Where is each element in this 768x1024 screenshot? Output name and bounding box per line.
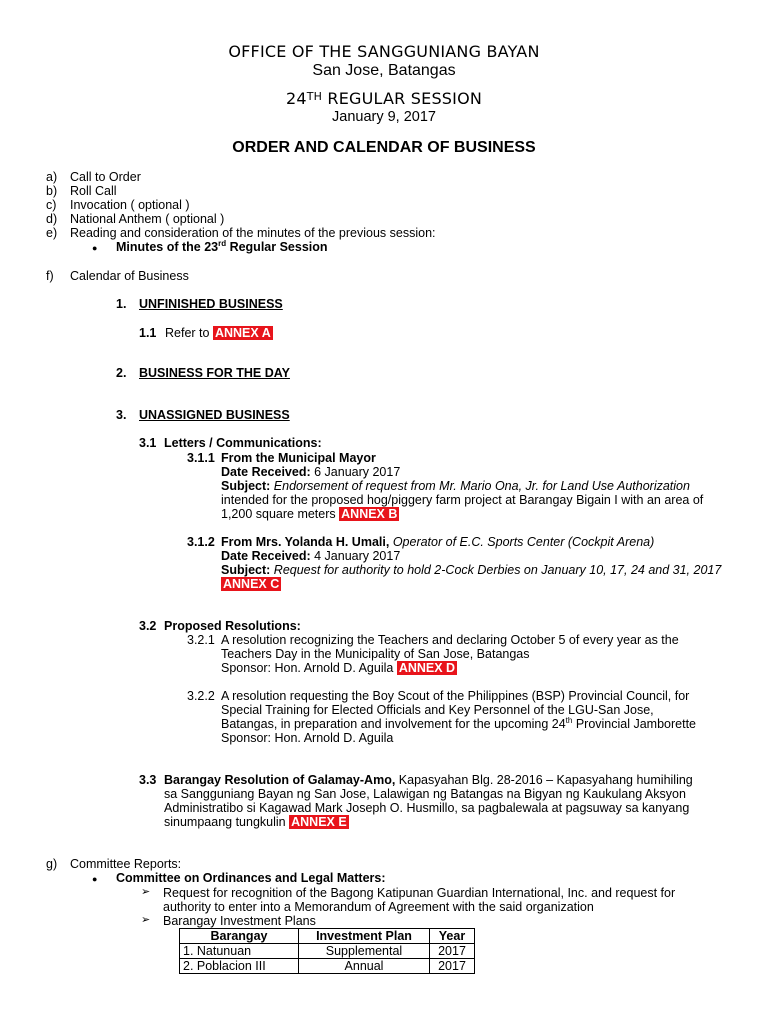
session-date: January 9, 2017: [332, 109, 436, 125]
letter-from: From the Municipal Mayor: [221, 451, 376, 465]
table-cell: 1. Natunuan: [180, 944, 299, 959]
section-heading: BUSINESS FOR THE DAY: [139, 366, 290, 380]
table-cell: Annual: [299, 959, 430, 974]
subsection-number: 1.1: [139, 326, 157, 340]
document-title: ORDER AND CALENDAR OF BUSINESS: [232, 139, 536, 156]
resolution-sponsor: Sponsor: Hon. Arnold D. Aguila: [221, 731, 394, 745]
table-cell: 2. Poblacion III: [180, 959, 299, 974]
list-item: National Anthem ( optional ): [70, 212, 225, 226]
annex-a-badge: ANNEX A: [214, 326, 271, 340]
resolution-text: Batangas, in preparation and involvement for the upcoming 24th Provincial Jamborette: [221, 715, 697, 731]
subsection-heading: Proposed Resolutions:: [164, 619, 301, 633]
bullet-icon: ●: [92, 243, 98, 253]
resolution-text: Special Training for Elected Officials and Key Personnel of the LGU-San Jose,: [221, 703, 654, 717]
bullet-icon: ●: [92, 874, 98, 884]
section-heading: UNFINISHED BUSINESS: [139, 297, 283, 311]
subsection-number: 3.2: [139, 619, 157, 633]
list-marker: c): [46, 198, 57, 212]
list-item: Invocation ( optional ): [70, 198, 190, 212]
list-item: Calendar of Business: [70, 269, 189, 283]
list-item: Call to Order: [70, 170, 141, 184]
date-received: Date Received: 4 January 2017: [221, 549, 401, 563]
section-number: 3.: [116, 408, 127, 422]
barangay-resolution-cont: sinumpaang tungkulin ANNEX E: [164, 815, 347, 829]
letter-subject: Subject: Request for authority to hold 2-Cock Derbies on January 10, 17, 24 and 31, 2017: [221, 563, 722, 577]
subsection-number: 3.3: [139, 773, 157, 787]
office-title: OFFICE OF THE SANGGUNIANG BAYAN: [228, 42, 540, 61]
section-heading: UNASSIGNED BUSINESS: [139, 408, 290, 422]
item-number: 3.1.2: [187, 535, 215, 549]
minutes-item: Minutes of the 23rd Regular Session: [116, 238, 328, 254]
resolution-text: Teachers Day in the Municipality of San Jose, Batangas: [221, 647, 530, 661]
table-cell: 2017: [430, 944, 475, 959]
letter-from: From Mrs. Yolanda H. Umali, Operator of E.C. Sports Center (Cockpit Arena): [221, 535, 655, 549]
table-header: Year: [430, 929, 475, 944]
resolution-text: A resolution requesting the Boy Scout of the Philippines (BSP) Provincial Council, for: [221, 689, 690, 703]
committee-item: Request for recognition of the Bagong Katipunan Guardian International, Inc. and request for: [163, 886, 676, 900]
table-header: Barangay: [180, 929, 299, 944]
item-number: 3.2.2: [187, 689, 215, 703]
list-marker: g): [46, 857, 58, 871]
letter-subject: Subject: Endorsement of request from Mr. Mario Ona, Jr. for Land Use Authorization: [221, 479, 690, 493]
table-cell: 2017: [430, 959, 475, 974]
resolution-text: A resolution recognizing the Teachers and declaring October 5 of every year as the: [221, 633, 679, 647]
section-number: 1.: [116, 297, 127, 311]
section-number: 2.: [116, 366, 127, 380]
arrow-bullet-icon: ➢: [141, 914, 151, 926]
committee-item: Barangay Investment Plans: [163, 914, 316, 928]
letter-subject-cont: intended for the proposed hog/piggery farm project at Barangay Bigain I with an area of: [221, 493, 704, 507]
list-marker: f): [46, 269, 54, 283]
annex-d-badge: ANNEX D: [398, 661, 456, 675]
annex-c-badge: ANNEX C: [223, 577, 280, 591]
arrow-bullet-icon: ➢: [141, 886, 151, 898]
session-title: 24TH REGULAR SESSION: [285, 89, 483, 108]
list-item: Roll Call: [70, 184, 117, 198]
list-marker: b): [46, 184, 58, 198]
table-cell: Supplemental: [299, 944, 430, 959]
annex-c-line: [221, 577, 281, 591]
table-row: [180, 944, 475, 959]
list-marker: a): [46, 170, 58, 184]
list-marker: e): [46, 226, 58, 240]
item-number: 3.1.1: [187, 451, 215, 465]
table-header: Investment Plan: [299, 929, 430, 944]
office-location: San Jose, Batangas: [312, 62, 456, 79]
table-header-row: [180, 929, 475, 944]
list-item: Reading and consideration of the minutes of the previous session:: [70, 226, 436, 240]
letter-subject-cont: 1,200 square meters ANNEX B: [221, 507, 398, 521]
annex-e-badge: ANNEX E: [291, 815, 347, 829]
committee-item: authority to enter into a Memorandum of Agreement with the said organization: [163, 900, 594, 914]
investment-plans-table: [179, 928, 475, 974]
subsection-text: Refer to ANNEX A: [165, 326, 271, 340]
list-item: Committee Reports:: [70, 857, 182, 871]
committee-title: Committee on Ordinances and Legal Matters:: [116, 871, 386, 885]
subsection-number: 3.1: [139, 436, 157, 450]
list-marker: d): [46, 212, 58, 226]
barangay-resolution-cont: sa Sangguniang Bayan ng San Jose, Lalawigan ng Batangas na Bigyan ng Kaukulang Aksyon: [164, 787, 686, 801]
resolution-sponsor: Sponsor: Hon. Arnold D. Aguila ANNEX D: [221, 661, 456, 675]
barangay-resolution: Barangay Resolution of Galamay-Amo, Kapasyahan Blg. 28-2016 – Kapasyahang humihiling: [164, 773, 693, 787]
barangay-resolution-cont: Administratibo si Kagawad Mark Joseph O. Husmillo, sa pagbalewala at pagsuway sa kanyang: [164, 801, 690, 815]
table-row: [180, 959, 475, 974]
annex-b-badge: ANNEX B: [341, 507, 398, 521]
item-number: 3.2.1: [187, 633, 215, 647]
date-received: Date Received: 6 January 2017: [221, 465, 401, 479]
subsection-heading: Letters / Communications:: [164, 436, 322, 450]
